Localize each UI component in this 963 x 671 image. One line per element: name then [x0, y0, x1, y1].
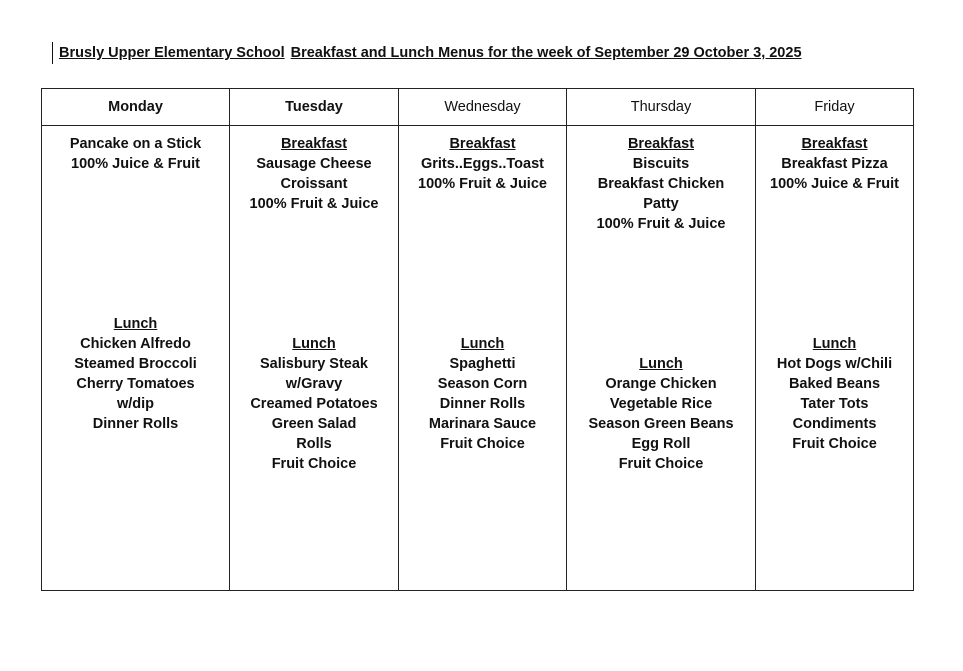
menu-title: Breakfast and Lunch Menus for the week of September 29 October 3, 2025 [290, 45, 802, 61]
menu-item: w/Gravy [285, 376, 343, 392]
lunch-block [42, 314, 229, 434]
menu-item: Chicken Alfredo [80, 336, 191, 352]
menu-item: Tater Tots [800, 396, 869, 412]
menu-item: Breakfast Chicken [597, 176, 725, 192]
day-header-monday: Monday [42, 89, 230, 126]
menu-row [42, 126, 914, 591]
menu-item: Creamed Potatoes [250, 396, 378, 412]
day-header-wednesday: Wednesday [399, 89, 567, 126]
lunch-block [399, 334, 566, 454]
menu-item: Hot Dogs w/Chili [776, 356, 893, 372]
menu-item: Sausage Cheese [256, 156, 372, 172]
day-header-row [42, 89, 914, 126]
day-cell-monday [42, 126, 230, 591]
day-cell-tuesday [230, 126, 399, 591]
lunch-block [230, 334, 398, 474]
menu-table [41, 88, 914, 591]
breakfast-heading: Breakfast [449, 136, 516, 152]
menu-item: Fruit Choice [271, 456, 357, 472]
day-header-thursday: Thursday [567, 89, 756, 126]
breakfast-block [756, 134, 913, 194]
menu-item: Pancake on a Stick [69, 136, 202, 152]
breakfast-block [567, 134, 755, 234]
day-header-tuesday: Tuesday [230, 89, 399, 126]
menu-item: Steamed Broccoli [74, 356, 197, 372]
menu-item: Patty [643, 196, 679, 212]
lunch-heading: Lunch [113, 316, 158, 332]
menu-item: Spaghetti [449, 356, 516, 372]
breakfast-heading: Breakfast [627, 136, 695, 152]
lunch-heading: Lunch [812, 336, 857, 352]
menu-item: 100% Juice & Fruit [770, 176, 899, 192]
day-cell-wednesday [399, 126, 567, 591]
menu-item: Dinner Rolls [439, 396, 526, 412]
breakfast-heading: Breakfast [280, 136, 348, 152]
menu-item: Egg Roll [631, 436, 691, 452]
menu-item: w/dip [116, 396, 155, 412]
menu-item: 100% Fruit & Juice [418, 176, 547, 192]
menu-item: Rolls [296, 436, 332, 452]
breakfast-block [399, 134, 566, 194]
lunch-heading: Lunch [292, 336, 336, 352]
breakfast-block [42, 134, 229, 174]
menu-item: Condiments [792, 416, 877, 432]
day-cell-thursday [567, 126, 756, 591]
menu-item: Fruit Choice [618, 456, 704, 472]
page-title [52, 42, 912, 64]
menu-item: Green Salad [271, 416, 357, 432]
menu-item: Dinner Rolls [92, 416, 179, 432]
breakfast-heading: Breakfast [801, 136, 868, 152]
day-cell-friday [756, 126, 914, 591]
menu-item: Biscuits [632, 156, 690, 172]
menu-item: Orange Chicken [605, 376, 717, 392]
menu-item: 100% Fruit & Juice [249, 196, 379, 212]
menu-item: Marinara Sauce [428, 416, 537, 432]
menu-item: Season Corn [437, 376, 528, 392]
lunch-heading: Lunch [460, 336, 505, 352]
menu-item: Fruit Choice [792, 436, 877, 452]
menu-item: Croissant [280, 176, 348, 192]
menu-item: Salisbury Steak [260, 356, 368, 372]
school-name: Brusly Upper Elementary School [59, 45, 285, 61]
menu-item: Cherry Tomatoes [76, 376, 195, 392]
menu-item: Fruit Choice [440, 436, 525, 452]
menu-item: Season Green Beans [588, 416, 734, 432]
breakfast-block [230, 134, 398, 214]
lunch-heading: Lunch [639, 356, 683, 372]
menu-item: Breakfast Pizza [781, 156, 888, 172]
lunch-block [567, 354, 755, 474]
menu-item: 100% Juice & Fruit [71, 156, 200, 172]
menu-item: Grits..Eggs..Toast [420, 156, 544, 172]
menu-item: Baked Beans [788, 376, 881, 392]
menu-item: 100% Fruit & Juice [596, 216, 726, 232]
menu-item: Vegetable Rice [609, 396, 713, 412]
lunch-block [756, 334, 913, 454]
day-header-friday: Friday [756, 89, 914, 126]
